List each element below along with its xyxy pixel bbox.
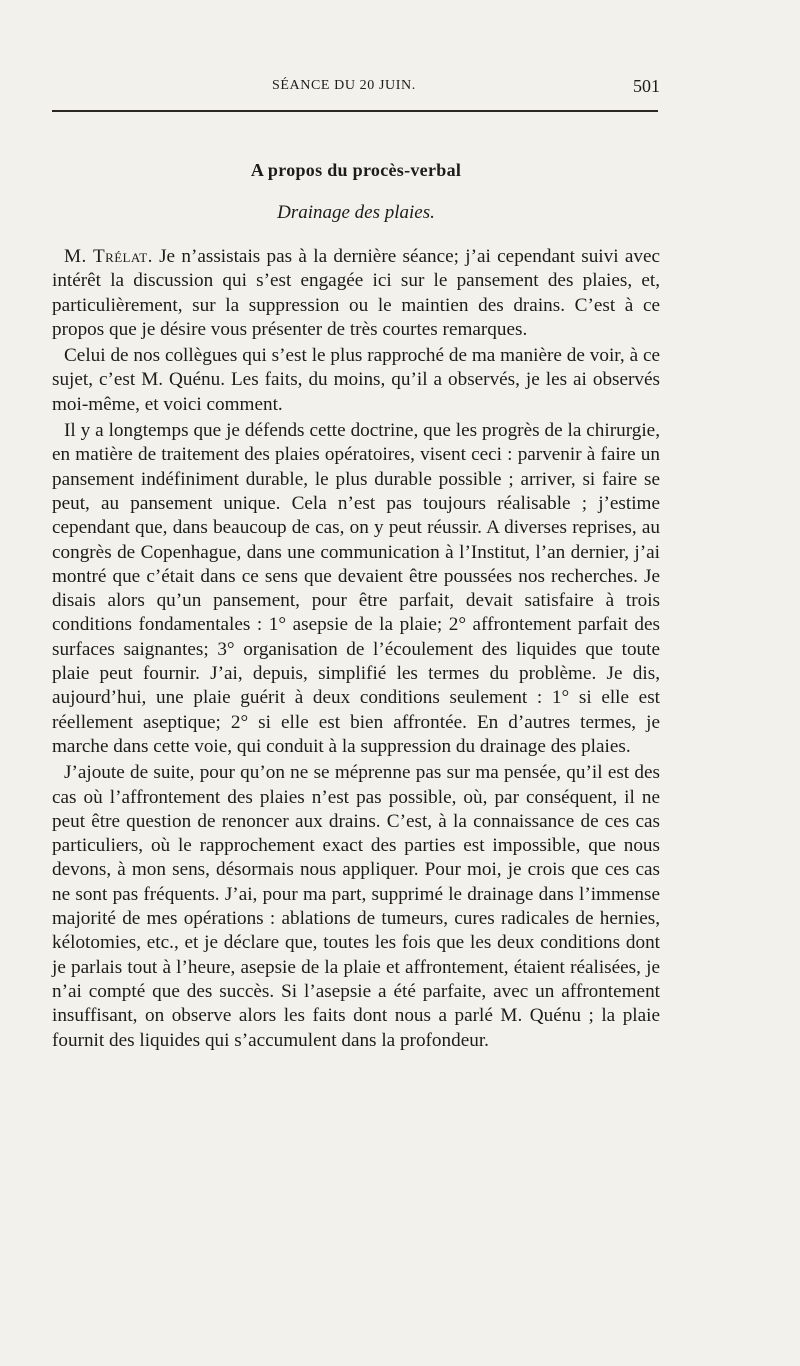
paragraph-1: [52, 245, 660, 342]
running-title: SÉANCE DU 20 JUIN.: [272, 78, 416, 93]
paragraph-2: Celui de nos collègues qui s’est le plus rapproché de ma manière de voir, à ce sujet, c’est M. Quénu. Les faits, du moins, qu’il a observés, je les ai observés moi-même, et voici comment.: [52, 345, 660, 415]
paragraph-3: Il y a longtemps que je défends cette doctrine, que les progrès de la chirurgie, en matière de traitement des plaies opératoires, visent ceci : parvenir à faire un pansement indéfiniment durable, le plus durable possible ; arriver, si faire se peut, au pansement unique. Cela n’est pas toujours réalisable ; j’estime cependant que, dans beaucoup de cas, on y peut réussir. A diverses reprises, au congrès de Copenhague, dans une communication à l’Institut, l’an dernier, j’ai montré que c’était dans ce sens que devaient être poussées nos recherches. Je disais alors qu’un pansement, pour être parfait, devait satisfaire à trois conditions fondamentales : 1° asepsie de la plaie; 2° affrontement parfait des surfaces saignantes; 3° organisation de l’écoulement des liquides que toute plaie peut fournir. J’ai, depuis, simplifié les termes du problème. Je dis, aujourd’hui, une plaie guérit à deux conditions seulement : 1° si elle est réellement aseptique; 2° si elle est bien affrontée. En d’autres termes, je marche dans cette voie, qui conduit à la suppression du drainage des plaies.: [52, 420, 660, 757]
header-rule: [52, 110, 658, 112]
speaker-name: M. Trélat.: [64, 246, 153, 267]
running-head: [52, 76, 660, 100]
page-number: 501: [633, 76, 660, 96]
paragraph-4: J’ajoute de suite, pour qu’on ne se méprenne pas sur ma pensée, qu’il est des cas où l’affrontement des plaies n’est pas possible, où, par conséquent, il ne peut être question de renoncer aux drains. C’est, à la connaissance de ces cas particuliers, où le rapprochement exact des parties est impossible, que nous devons, à mon sens, désormais nous appliquer. Pour moi, je crois que ces cas ne sont pas fréquents. J’ai, pour ma part, supprimé le drainage dans l’immense majorité de mes opérations : ablations de tumeurs, cures radicales de hernies, kélotomies, etc., et je déclare que, toutes les fois que les deux conditions dont je parlais tout à l’heure, asepsie de la plaie et affrontement, étaient réalisées, je n’ai compté que des succès. Si l’asepsie a été parfaite, avec un affrontement insuffisant, on observe alors les faits dont nous a parlé M. Quénu ; la plaie fournit des liquides qui s’accumulent dans la profondeur.: [52, 762, 660, 1051]
paragraph-1-text: Je n’assistais pas à la dernière séance; j’ai cependant suivi avec intérêt la discussion qui s’est engagée ici sur le pansement des plaies, et, particulièrement, sur la suppression ou le maintien des drains. C’est à ce propos que je désire vous présenter de très courtes remarques.: [52, 246, 660, 340]
section-subheading: Drainage des plaies.: [277, 202, 435, 223]
section-heading: A propos du procès-verbal: [250, 160, 462, 180]
body-text: [52, 245, 660, 1055]
